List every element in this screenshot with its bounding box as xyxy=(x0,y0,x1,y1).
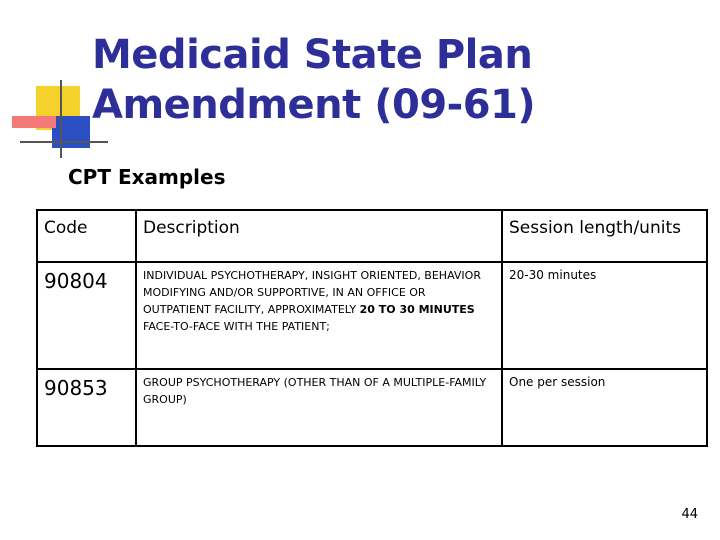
description-cell: GROUP PSYCHOTHERAPY (OTHER THAN OF A MULTIPLE-FAMILY GROUP) xyxy=(136,369,502,446)
description-bold-text: 20 TO 30 MINUTES xyxy=(359,303,475,316)
code-cell: 90853 xyxy=(37,369,136,446)
page-number: 44 xyxy=(681,507,698,522)
deco-red-bar xyxy=(12,116,56,128)
session-length-cell: 20-30 minutes xyxy=(502,262,707,369)
slide-title xyxy=(92,30,692,130)
cpt-examples-table xyxy=(36,209,708,447)
description-text-end: FACE-TO-FACE WITH THE PATIENT; xyxy=(143,320,330,333)
header-description: Description xyxy=(136,210,502,262)
code-cell: 90804 xyxy=(37,262,136,369)
description-text: INDIVIDUAL PSYCHOTHERAPY, INSIGHT ORIENTED, BEHAVIOR MODIFYING AND/OR SUPPORTIVE, IN AN OFFICE OR OUTPATIENT FACILITY, APPROXIMATELY xyxy=(143,269,481,316)
table-row xyxy=(37,262,707,369)
header-session-length: Session length/units xyxy=(502,210,707,262)
table-header-row xyxy=(37,210,707,262)
header-code: Code xyxy=(37,210,136,262)
slide-subtitle: CPT Examples xyxy=(68,165,226,189)
deco-blue-square xyxy=(52,116,90,148)
session-length-cell: One per session xyxy=(502,369,707,446)
table-row xyxy=(37,369,707,446)
slide-title-line-2: Amendment (09-61) xyxy=(92,82,536,128)
description-cell xyxy=(136,262,502,369)
slide-title-line-1: Medicaid State Plan xyxy=(92,32,533,78)
